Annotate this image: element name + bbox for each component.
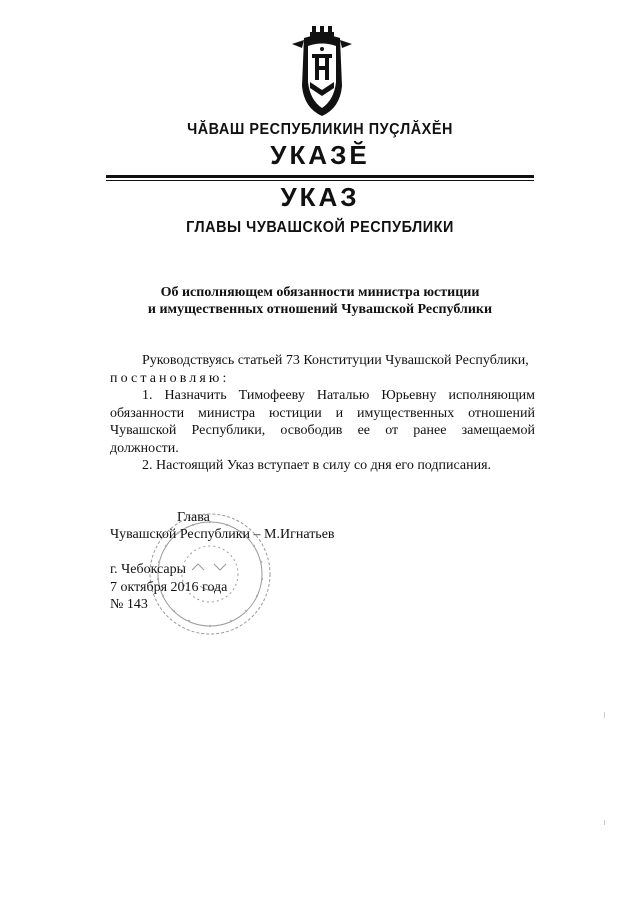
header-divider-thick [106, 175, 534, 178]
preamble-text: Руководствуясь статьей 73 Конституции Чувашской Республики, [142, 353, 529, 368]
decree-word: постановляю: [110, 370, 230, 386]
decree-footer [110, 561, 310, 614]
decree-body [110, 352, 535, 475]
decree-place: г. Чебоксары [110, 562, 187, 577]
signatory-title: Глава [177, 510, 210, 525]
decree-subject [0, 284, 640, 318]
subject-line-1: Об исполняющем обязанности министра юстиции [160, 285, 480, 300]
russian-header-title: УКАЗ [280, 182, 360, 212]
russian-header-subtitle: ГЛАВЫ ЧУВАШСКОЙ РЕСПУБЛИКИ [186, 219, 454, 236]
signatory-name: Чувашской Республики – М.Игнатьев [110, 527, 335, 542]
decree-item-2: 2. Настоящий Указ вступает в силу со дня его подписания. [142, 458, 492, 473]
chuvash-coat-of-arms-icon [290, 26, 354, 118]
decree-number: № 143 [110, 597, 148, 612]
header-divider-thin [106, 180, 534, 181]
signature-block [110, 509, 470, 543]
scan-artifact [604, 712, 605, 718]
chuvash-header-line1: ЧĂВАШ РЕСПУБЛИКИН ПУÇЛĂХĔН [187, 121, 453, 138]
decree-item-1: 1. Назначить Тимофееву Наталью Юрьевну исполняющим обязанности министра юстиции и имущественных отношений Чувашской Республики, освободив ее от ранее замещаемой должности. [110, 388, 535, 456]
subject-line-2: и имущественных отношений Чувашской Республики [147, 302, 493, 317]
chuvash-header-title: УКАЗĔ [270, 140, 370, 170]
scan-artifact [604, 820, 605, 825]
decree-date: 7 октября 2016 года [110, 579, 228, 595]
